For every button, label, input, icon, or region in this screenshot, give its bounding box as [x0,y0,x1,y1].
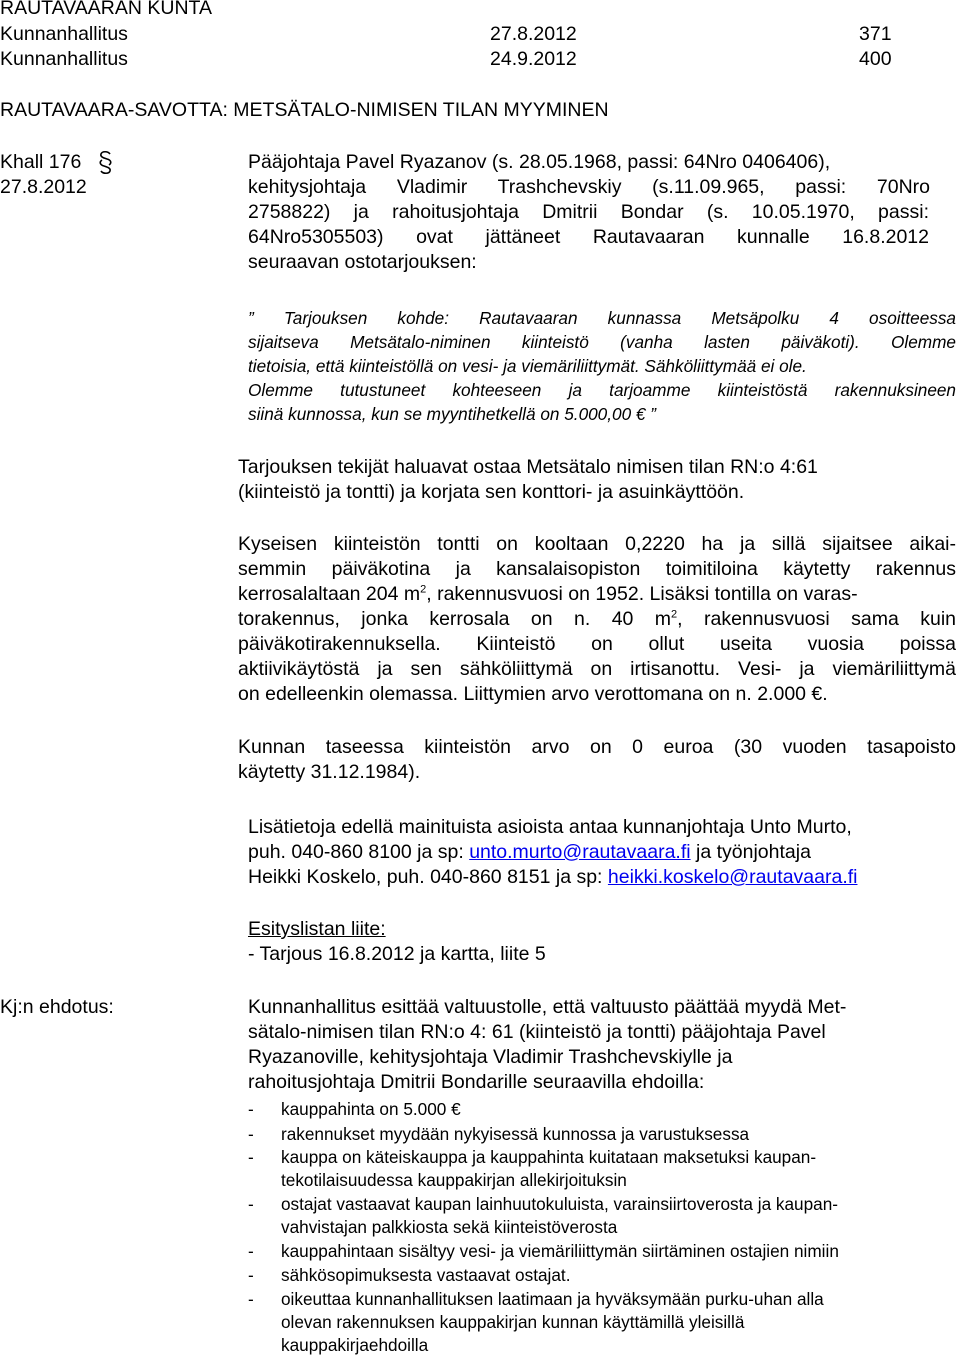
attachments-heading: Esityslistan liite: [248,918,386,940]
proposal-label: Kj:n ehdotus: [0,996,114,1018]
quote-line: ” Tarjouksen kohde: Rautavaaran kunnassa Metsäpolku 4 osoitteessa [248,308,956,328]
condition-item: sähkösopimuksesta vastaavat ostajat. [281,1265,571,1285]
intro-line: seuraavan ostotarjouksen: [248,251,477,273]
intro-line: kehitysjohtaja Vladimir Trashchevskiy (s.11.09.965, passi: 70Nro [248,176,930,198]
quote-line: Olemme tutustuneet kohteeseen ja tarjoamme kiinteistöstä rakennuksineen [248,380,956,400]
condition-item: rakennukset myydään nykyisessä kunnossa ja varustuksessa [281,1124,750,1144]
intro-line: Pääjohtaja Pavel Ryazanov (s. 28.05.1968, passi: 64Nro 0406406), [248,151,831,173]
condition-item: kauppahintaan sisältyy vesi- ja viemäriliittymän siirtäminen ostajien nimiin [281,1241,839,1261]
quote-line: tietoisia, että kiinteistöllä on vesi- ja viemäriliittymät. Sähköliittymää ei ole. [248,356,807,376]
quote-line: siinä kunnossa, kun se myyntihetkellä on 5.000,00 € ” [248,404,656,424]
condition-item-continued: kauppakirjaehdoilla [281,1335,429,1355]
meeting-body: Kunnanhallitus [0,23,128,45]
area-text: kerrosalaltaan 204 m [238,583,421,605]
meeting-number: 371 [859,23,892,45]
meeting-number: 400 [859,48,892,70]
contact-text: Heikki Koskelo, puh. 040-860 8151 ja sp: [248,866,608,888]
contact-text: ja työnjohtaja [690,841,811,863]
proposal-intro-line: rahoitusjohtaja Dmitrii Bondarille seuraavilla ehdoilla: [248,1071,705,1093]
condition-dash: - [248,1099,254,1119]
section-mark-icon [96,150,116,182]
property-paragraph-line: Kyseisen kiinteistön tontti on kooltaan 0,2220 ha ja sillä sijaitsee aikai- [238,533,956,555]
email-link-koskelo[interactable]: heikki.koskelo@rautavaara.fi [607,866,858,888]
storage-year-text: , rakennusvuosi sama kuin [677,608,957,630]
meeting-date: 27.8.2012 [490,23,577,45]
condition-dash: - [248,1241,254,1261]
condition-item-continued: vahvistajan palkkiosta sekä kiinteistöverosta [281,1217,618,1237]
superscript: 2 [671,608,678,621]
contact-line: Lisätietoja edellä mainituista asioista antaa kunnanjohtaja Unto Murto, [248,816,852,838]
meeting-date: 24.9.2012 [490,48,577,70]
property-paragraph-line: on edelleenkin olemassa. Liittymien arvo verottomana on n. 2.000 €. [238,683,828,705]
proposal-intro-line: Kunnanhallitus esittää valtuustolle, että valtuusto päättää myydä Met- [248,996,847,1018]
storage-text: torakennus, jonka kerrosala on n. 40 m [238,608,672,630]
property-paragraph-line [238,582,858,606]
condition-dash: - [248,1124,254,1144]
condition-dash: - [248,1194,254,1214]
intro-line: 64Nro5305503) ovat jättäneet Rautavaaran kunnalle 16.8.2012 [248,226,929,248]
meeting-body: Kunnanhallitus [0,48,128,70]
meeting-row [0,22,128,46]
condition-dash: - [248,1265,254,1285]
khall-date: 27.8.2012 [0,176,87,198]
property-paragraph-line: päiväkotirakennuksella. Kiinteistö on ollut useita vuosia poissa [238,633,956,655]
superscript: 2 [420,583,427,596]
condition-item: kauppa on käteiskauppa ja kauppahinta kuitataan maksetuksi kaupan- [281,1147,817,1167]
contact-text: puh. 040-860 8100 ja sp: [248,841,470,863]
offer-paragraph-line: (kiinteistö ja tontti) ja korjata sen konttori- ja asuinkäyttöön. [238,481,745,503]
proposal-intro-line: Ryazanoville, kehitysjohtaja Vladimir Trashchevskiylle ja [248,1046,733,1068]
condition-item-continued: tekotilaisuudessa kauppakirjan allekirjoituksin [281,1170,627,1190]
property-paragraph-line: semmin päiväkotina ja kansalaisopiston toimitiloina käytetty rakennus [238,558,956,580]
contact-line [248,840,811,864]
property-paragraph-line: aktiivikäytöstä ja sen sähköliittymä on irtisanottu. Vesi- ja viemäriliittymä [238,658,956,680]
year-text: , rakennusvuosi on 1952. Lisäksi tontilla on varas- [426,583,858,605]
email-link-murto[interactable]: unto.murto@rautavaara.fi [469,841,691,863]
condition-item: ostajat vastaavat kaupan lainhuutokuluista, varainsiirtoverosta ja kaupan- [281,1194,839,1214]
quote-line: sijaitseva Metsätalo-niminen kiinteistö (vanha lasten päiväkoti). Olemme [248,332,956,352]
offer-paragraph-line: Tarjouksen tekijät haluavat ostaa Metsätalo nimisen tilan RN:o 4:61 [238,456,818,478]
document-title: RAUTAVAARA-SAVOTTA: METSÄTALO-NIMISEN TILAN MYYMINEN [0,99,609,121]
contact-line [248,865,857,889]
attachment-item: - Tarjous 16.8.2012 ja kartta, liite 5 [248,943,546,965]
intro-line: 2758822) ja rahoitusjohtaja Dmitrii Bondar (s. 10.05.1970, passi: [248,201,929,223]
proposal-intro-line: sätalo-nimisen tilan RN:o 4: 61 (kiinteistö ja tontti) pääjohtaja Pavel [248,1021,826,1043]
condition-item: kauppahinta on 5.000 € [281,1099,461,1119]
condition-dash: - [248,1289,254,1309]
condition-item-continued: olevan rakennuksen kauppakirjan kunnan käyttämillä yleisillä [281,1312,745,1332]
condition-dash: - [248,1147,254,1167]
balance-paragraph-line: käytetty 31.12.1984). [238,761,421,783]
property-paragraph-line [238,607,956,631]
org-name: RAUTAVAARAN KUNTA [0,0,212,19]
balance-paragraph-line: Kunnan taseessa kiinteistön arvo on 0 euroa (30 vuoden tasapoisto [238,736,956,758]
condition-item: oikeuttaa kunnanhallituksen laatimaan ja hyväksymään purku-uhan alla [281,1289,824,1309]
meeting-row [0,47,128,71]
khall-ref: Khall 176 [0,151,82,173]
